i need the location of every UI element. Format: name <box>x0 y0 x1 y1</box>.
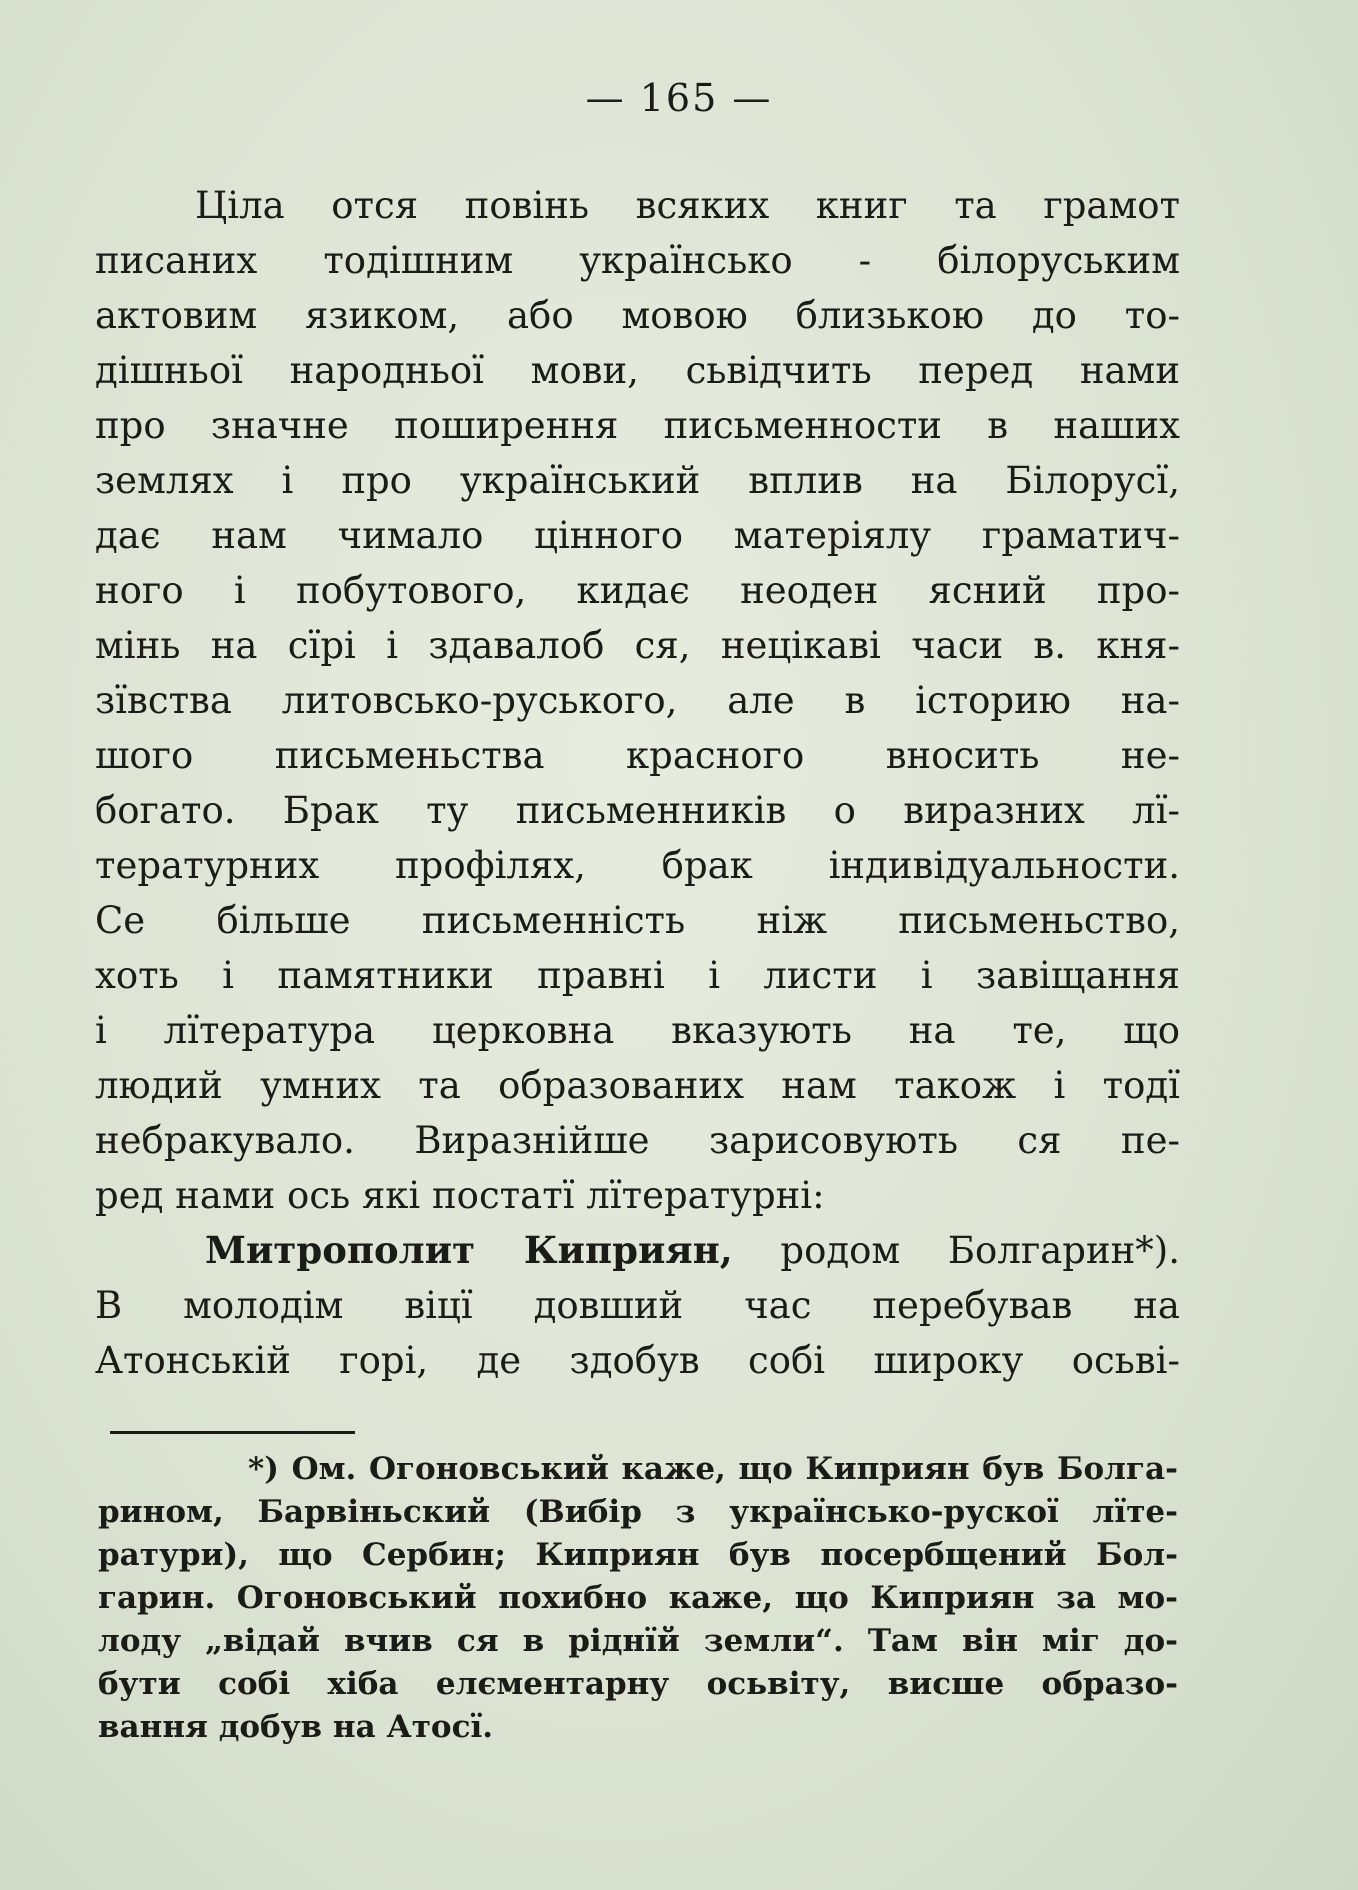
text-line: землях і про український вплив на Білорусї, <box>95 459 1180 502</box>
footnote-line: *) Ом. Огоновський каже, що Киприян був Болга- <box>248 1451 1178 1487</box>
text-line: зївства литовсько-руського, але в історию на- <box>95 679 1180 722</box>
text-line: людий умних та образованих нам також і тодї <box>95 1064 1180 1107</box>
text-line: дає нам чимало цінного матеріялу граматич- <box>95 514 1180 557</box>
text-line: тературних профілях, брак індивідуальности. <box>95 844 1180 887</box>
footnote-line: лоду „відай вчив ся в ріднїй земли“. Там він міг до- <box>98 1623 1178 1659</box>
footnote-line: рином, Барвіньский (Вибір з українсько-рускої лїте- <box>98 1494 1178 1530</box>
main-text <box>95 178 1180 1388</box>
text-line: ного і побутового, кидає неоден ясний про- <box>95 569 1180 612</box>
text-line: ред нами ось які постатї лїтературні: <box>95 1174 825 1217</box>
text-line: Атонській горі, де здобув собі широку осьві- <box>95 1339 1180 1382</box>
footnote <box>98 1448 1178 1749</box>
text-line: Се більше письменність ніж письменьство, <box>95 899 1180 942</box>
text-line: небракувало. Виразнійше зарисовують ся пе- <box>95 1119 1180 1162</box>
text-line: шого письменьства красного вносить не- <box>95 734 1180 777</box>
text-line: дішньої народньої мови, сьвідчить перед нами <box>95 349 1180 392</box>
text-line: і лїтература церковна вказують на те, що <box>95 1009 1180 1052</box>
footnote-line: гарин. Огоновський похибно каже, що Киприян за мо- <box>98 1580 1178 1616</box>
footnote-line: вання добув на Атосї. <box>98 1709 494 1745</box>
footnote-divider <box>110 1431 355 1434</box>
text-line: богато. Брак ту письменників о виразних лї- <box>95 789 1180 832</box>
text-line: Ціла отся повінь всяких книг та грамот <box>195 184 1180 227</box>
kyprian-line <box>95 1223 1180 1278</box>
footnote-line: ратури), що Сербин; Киприян був посербщений Бол- <box>98 1537 1178 1573</box>
kyprian-name: Митрополит Киприян, <box>205 1228 733 1272</box>
page-number: — 165 — <box>585 76 773 120</box>
text-line: хоть і памятники правні і листи і завіщання <box>95 954 1180 997</box>
footnote-line: бути собі хіба елєментарну осьвіту, висше образо- <box>98 1666 1178 1702</box>
text-line: актовим язиком, або мовою близькою до то- <box>95 294 1180 337</box>
text-line: мінь на сїрі і здавалоб ся, нецікаві часи в. кня- <box>95 624 1180 667</box>
text-line: В молодім віцї довший час перебував на <box>95 1284 1180 1327</box>
text-line: писаних тодішним українсько - білоруським <box>95 239 1180 282</box>
kyprian-origin: родом Болгарин*). <box>732 1229 1180 1272</box>
text-line: про значне поширення письменности в наших <box>95 404 1180 447</box>
